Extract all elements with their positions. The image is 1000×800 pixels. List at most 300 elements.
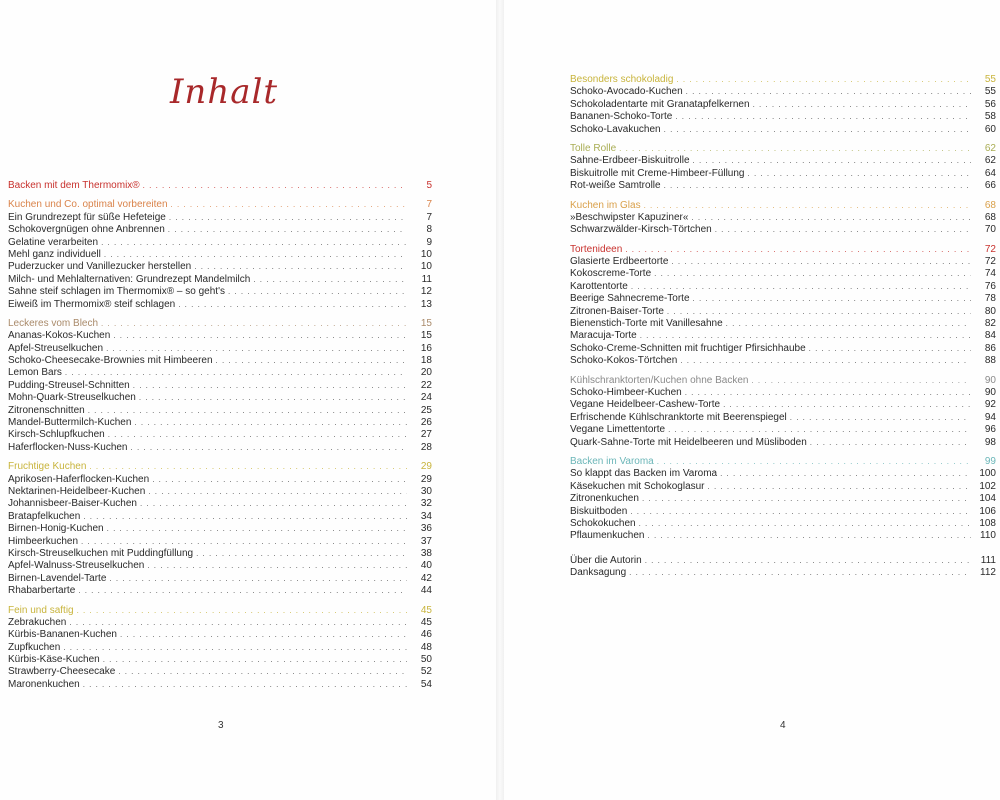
toc-page-number: 45 bbox=[420, 616, 432, 628]
toc-page-number: 86 bbox=[984, 342, 996, 354]
toc-section-heading[interactable] bbox=[8, 605, 432, 617]
toc-page-number: 78 bbox=[984, 293, 996, 305]
toc-dot-leader bbox=[148, 486, 407, 498]
toc-entry-title: Pflaumenkuchen bbox=[570, 530, 645, 542]
toc-dot-leader bbox=[667, 306, 971, 318]
toc-entry[interactable] bbox=[8, 629, 432, 641]
toc-page-number: 46 bbox=[420, 629, 432, 641]
toc-dot-leader bbox=[753, 99, 971, 111]
toc-gap bbox=[8, 454, 432, 461]
toc-entry[interactable] bbox=[8, 573, 432, 585]
toc-dot-leader bbox=[664, 180, 971, 192]
toc-entry[interactable] bbox=[570, 86, 996, 98]
toc-entry[interactable] bbox=[570, 387, 996, 399]
toc-dot-leader bbox=[680, 355, 971, 367]
toc-gap bbox=[570, 237, 996, 244]
toc-page-number: 54 bbox=[420, 678, 432, 690]
toc-entry[interactable] bbox=[570, 437, 996, 449]
toc-dot-leader bbox=[751, 375, 971, 387]
toc-dot-leader bbox=[107, 523, 407, 535]
toc-entry-title: Kürbis-Käse-Kuchen bbox=[8, 654, 100, 666]
toc-dot-leader bbox=[720, 468, 971, 480]
toc-page-number: 96 bbox=[984, 424, 996, 436]
toc-page-number: 55 bbox=[984, 74, 996, 85]
toc-dot-leader bbox=[120, 629, 407, 641]
toc-dot-leader bbox=[629, 567, 971, 579]
toc-dot-leader bbox=[101, 318, 407, 330]
toc-entry[interactable] bbox=[570, 330, 996, 342]
toc-entry[interactable] bbox=[8, 274, 432, 286]
toc-entry-title: So klappt das Backen im Varoma bbox=[570, 468, 718, 480]
toc-dot-leader bbox=[139, 392, 407, 404]
toc-entry-title: Danksagung bbox=[570, 567, 627, 579]
toc-page-number: 50 bbox=[420, 654, 432, 666]
toc-page-number: 40 bbox=[420, 560, 432, 572]
toc-entry-title: Besonders schokoladig bbox=[570, 74, 674, 85]
toc-entry[interactable] bbox=[8, 523, 432, 535]
toc-dot-leader bbox=[131, 442, 408, 454]
toc-entry[interactable] bbox=[8, 536, 432, 548]
toc-dot-leader bbox=[790, 412, 971, 424]
toc-page-number: 32 bbox=[420, 498, 432, 510]
toc-entry[interactable] bbox=[570, 567, 996, 579]
toc-gap bbox=[8, 311, 432, 318]
toc-page-number: 68 bbox=[984, 211, 996, 223]
toc-entry-title: Apfel-Walnuss-Streuselkuchen bbox=[8, 560, 145, 572]
toc-page-number: 104 bbox=[979, 493, 996, 505]
toc-dot-leader bbox=[89, 461, 407, 473]
toc-entry[interactable] bbox=[8, 511, 432, 523]
toc-page-number: 45 bbox=[420, 604, 432, 616]
toc-page-number: 37 bbox=[420, 535, 432, 547]
toc-page-number: 42 bbox=[420, 572, 432, 584]
toc-entry-title: Apfel-Streuselkuchen bbox=[8, 342, 104, 354]
toc-entry[interactable] bbox=[8, 486, 432, 498]
toc-page-number: 108 bbox=[979, 517, 996, 529]
toc-entry-title: Haferflocken-Nuss-Kuchen bbox=[8, 441, 128, 453]
toc-dot-leader bbox=[133, 380, 407, 392]
toc-dot-leader bbox=[65, 367, 407, 379]
toc-gap bbox=[570, 193, 996, 200]
toc-entry[interactable] bbox=[570, 530, 996, 542]
toc-gap bbox=[570, 136, 996, 143]
toc-section-heading[interactable] bbox=[8, 199, 432, 211]
toc-dot-leader bbox=[140, 498, 407, 510]
toc-section-heading[interactable] bbox=[570, 74, 996, 86]
toc-dot-leader bbox=[168, 224, 407, 236]
toc-entry[interactable] bbox=[570, 281, 996, 293]
toc-page-number: 7 bbox=[426, 211, 432, 223]
toc-entry-title: Käsekuchen mit Schokoglasur bbox=[570, 480, 705, 492]
toc-page-number: 82 bbox=[984, 318, 996, 330]
toc-entry-title: Nektarinen-Heidelbeer-Kuchen bbox=[8, 485, 146, 497]
toc-entry-title: Schokovergnügen ohne Anbrennen bbox=[8, 224, 165, 236]
toc-dot-leader bbox=[644, 200, 971, 212]
toc-page-number: 30 bbox=[420, 485, 432, 497]
toc-entry-title: Ananas-Kokos-Kuchen bbox=[8, 330, 111, 342]
toc-entry[interactable] bbox=[570, 293, 996, 305]
toc-dot-leader bbox=[664, 124, 971, 136]
toc-dot-leader bbox=[113, 330, 407, 342]
toc-entry-title: Schoko-Avocado-Kuchen bbox=[570, 86, 683, 98]
toc-page-number: 24 bbox=[420, 392, 432, 404]
toc-page-number: 36 bbox=[420, 523, 432, 535]
toc-entry[interactable] bbox=[8, 548, 432, 560]
toc-entry[interactable] bbox=[8, 261, 432, 273]
toc-dot-leader bbox=[108, 429, 407, 441]
toc-dot-leader bbox=[147, 560, 407, 572]
toc-page-number: 38 bbox=[420, 547, 432, 559]
toc-entry[interactable] bbox=[570, 481, 996, 493]
toc-dot-leader bbox=[686, 86, 971, 98]
toc-dot-leader bbox=[671, 256, 971, 268]
toc-dot-leader bbox=[216, 355, 407, 367]
toc-entry[interactable] bbox=[8, 286, 432, 298]
toc-page-number: 11 bbox=[421, 273, 432, 285]
toc-page-number: 26 bbox=[420, 417, 432, 429]
toc-page-number: 112 bbox=[980, 567, 996, 579]
toc-entry[interactable] bbox=[8, 498, 432, 510]
toc-page-number: 90 bbox=[984, 374, 996, 386]
toc-entry[interactable] bbox=[8, 429, 432, 441]
toc-entry-title: Lemon Bars bbox=[8, 367, 62, 379]
toc-dot-leader bbox=[639, 518, 971, 530]
toc-page-number: 74 bbox=[984, 268, 996, 280]
toc-section-heading[interactable] bbox=[570, 456, 996, 468]
toc-dot-leader bbox=[693, 155, 971, 167]
toc-gap bbox=[570, 368, 996, 375]
toc-entry-title: Birnen-Lavendel-Tarte bbox=[8, 572, 107, 584]
toc-entry-title: Kirsch-Streuselkuchen mit Puddingfüllung bbox=[8, 547, 194, 559]
toc-page-number: 106 bbox=[979, 505, 996, 517]
toc-page-number: 70 bbox=[984, 224, 996, 236]
toc-entry[interactable] bbox=[8, 417, 432, 429]
toc-entry-title: Johannisbeer-Baiser-Kuchen bbox=[8, 498, 137, 510]
toc-entry[interactable] bbox=[8, 343, 432, 355]
toc-entry-title: Maracuja-Torte bbox=[570, 330, 637, 342]
toc-page-number: 80 bbox=[984, 305, 996, 317]
toc-section-heading[interactable] bbox=[8, 180, 432, 192]
toc-entry-title: Mandel-Buttermilch-Kuchen bbox=[8, 417, 132, 429]
toc-entry[interactable] bbox=[8, 224, 432, 236]
toc-page-number: 25 bbox=[420, 404, 432, 416]
toc-dot-leader bbox=[134, 417, 407, 429]
toc-entry-title: Kirsch-Schlupfkuchen bbox=[8, 429, 105, 441]
toc-dot-leader bbox=[809, 343, 971, 355]
toc-entry-title: Vegane Heidelbeer-Cashew-Torte bbox=[570, 399, 721, 411]
toc-entry[interactable] bbox=[8, 355, 432, 367]
toc-entry-title: Zupfkuchen bbox=[8, 641, 61, 653]
toc-entry[interactable] bbox=[570, 268, 996, 280]
toc-spacer bbox=[570, 543, 996, 555]
toc-entry-title: Karottentorte bbox=[570, 280, 628, 292]
toc-entry-title: Zebrakuchen bbox=[8, 616, 67, 628]
toc-page-number: 62 bbox=[984, 142, 996, 154]
left-page bbox=[0, 0, 496, 800]
toc-page-number: 15 bbox=[420, 330, 432, 342]
toc-entry[interactable] bbox=[570, 518, 996, 530]
toc-entry[interactable] bbox=[570, 124, 996, 136]
toc-entry[interactable] bbox=[8, 392, 432, 404]
toc-entry[interactable] bbox=[570, 424, 996, 436]
toc-dot-leader bbox=[169, 212, 407, 224]
toc-entry-title: Bratapfelkuchen bbox=[8, 510, 81, 522]
toc-entry-title: Backen mit dem Thermomix® bbox=[8, 180, 140, 191]
toc-page-number: 102 bbox=[979, 480, 996, 492]
toc-dot-leader bbox=[101, 237, 407, 249]
toc-entry[interactable] bbox=[8, 405, 432, 417]
toc-entry[interactable] bbox=[8, 560, 432, 572]
toc-page-number: 10 bbox=[420, 261, 432, 273]
toc-entry[interactable] bbox=[570, 468, 996, 480]
toc-dot-leader bbox=[693, 293, 971, 305]
toc-entry-title: Leckeres vom Blech bbox=[8, 317, 99, 329]
toc-page-number: 29 bbox=[420, 461, 432, 473]
toc-entry-title: Beerige Sahnecreme-Torte bbox=[570, 293, 690, 305]
toc-dot-leader bbox=[748, 168, 972, 180]
toc-entry-title: Zitronenkuchen bbox=[570, 493, 639, 505]
toc-entry[interactable] bbox=[570, 493, 996, 505]
toc-dot-leader bbox=[691, 212, 971, 224]
toc-dot-leader bbox=[88, 405, 407, 417]
toc-entry-title: Ein Grundrezept für süße Hefeteige bbox=[8, 211, 166, 223]
toc-dot-leader bbox=[723, 399, 971, 411]
toc-page-number: 58 bbox=[984, 111, 996, 123]
page-number-right: 4 bbox=[780, 720, 786, 731]
toc-page-number: 52 bbox=[420, 666, 432, 678]
toc-entry-title: Erfrischende Kühlschranktorte mit Beerenspiegel bbox=[570, 411, 787, 423]
toc-dot-leader bbox=[143, 180, 407, 192]
toc-page-number: 12 bbox=[420, 286, 432, 298]
toc-entry-title: Fein und saftig bbox=[8, 604, 74, 616]
toc-dot-leader bbox=[715, 224, 971, 236]
toc-page-number: 15 bbox=[420, 317, 432, 329]
toc-entry[interactable] bbox=[8, 642, 432, 654]
toc-page-number: 84 bbox=[984, 330, 996, 342]
toc-dot-leader bbox=[668, 424, 971, 436]
book-gutter bbox=[496, 0, 504, 800]
toc-page-number: 5 bbox=[426, 180, 432, 191]
toc-entry-title: Sahne-Erdbeer-Biskuitrolle bbox=[570, 155, 690, 167]
toc-page-number: 28 bbox=[420, 441, 432, 453]
toc-page-number: 60 bbox=[984, 123, 996, 135]
toc-dot-leader bbox=[708, 481, 971, 493]
toc-entry-title: Schoko-Himbeer-Kuchen bbox=[570, 386, 682, 398]
toc-entry[interactable] bbox=[570, 355, 996, 367]
toc-entry[interactable] bbox=[570, 256, 996, 268]
toc-dot-leader bbox=[103, 654, 407, 666]
toc-gap bbox=[570, 449, 996, 456]
toc-page-number: 34 bbox=[420, 510, 432, 522]
toc-section-heading[interactable] bbox=[8, 461, 432, 473]
toc-page-number: 44 bbox=[420, 585, 432, 597]
toc-entry[interactable] bbox=[8, 330, 432, 342]
toc-entry[interactable] bbox=[8, 380, 432, 392]
toc-dot-leader bbox=[657, 456, 971, 468]
toc-page-number: 94 bbox=[984, 411, 996, 423]
toc-entry[interactable] bbox=[8, 654, 432, 666]
toc-entry[interactable] bbox=[8, 299, 432, 311]
toc-section-heading[interactable] bbox=[570, 143, 996, 155]
toc-dot-leader bbox=[631, 281, 971, 293]
toc-entry[interactable] bbox=[8, 442, 432, 454]
toc-page-number: 76 bbox=[984, 280, 996, 292]
toc-entry-title: Milch- und Mehlalternativen: Grundrezept Mandelmilch bbox=[8, 273, 251, 285]
toc-entry-title: Glasierte Erdbeertorte bbox=[570, 256, 669, 268]
toc-entry-title: Kuchen und Co. optimal vorbereiten bbox=[8, 199, 168, 211]
toc-page-number: 9 bbox=[426, 236, 432, 248]
toc-page-number: 90 bbox=[984, 386, 996, 398]
toc-page-number: 64 bbox=[984, 167, 996, 179]
toc-entry-title: Biskuitrolle mit Creme-Himbeer-Füllung bbox=[570, 167, 745, 179]
toc-dot-leader bbox=[654, 268, 971, 280]
toc-page-number: 48 bbox=[420, 641, 432, 653]
toc-page-number: 22 bbox=[420, 379, 432, 391]
toc-entry[interactable] bbox=[8, 237, 432, 249]
toc-entry-title: »Beschwipster Kapuziner« bbox=[570, 211, 689, 223]
toc-dot-leader bbox=[83, 679, 407, 691]
toc-dot-leader bbox=[196, 548, 407, 560]
toc-entry[interactable] bbox=[570, 412, 996, 424]
toc-entry[interactable] bbox=[8, 212, 432, 224]
toc-page-number: 16 bbox=[420, 342, 432, 354]
toc-page-number: 110 bbox=[980, 530, 996, 542]
toc-page-number: 27 bbox=[420, 429, 432, 441]
toc-dot-leader bbox=[63, 642, 407, 654]
toc-entry-title: Fruchtige Kuchen bbox=[8, 461, 87, 473]
toc-page-number: 68 bbox=[984, 199, 996, 211]
toc-entry-title: Himbeerkuchen bbox=[8, 535, 79, 547]
toc-dot-leader bbox=[228, 286, 407, 298]
toc-entry-title: Zitronenschnitten bbox=[8, 404, 85, 416]
toc-entry[interactable] bbox=[570, 180, 996, 192]
toc-entry-title: Bienenstich-Torte mit Vanillesahne bbox=[570, 318, 723, 330]
toc-left-column bbox=[8, 180, 432, 691]
toc-entry[interactable] bbox=[570, 99, 996, 111]
toc-page-number: 88 bbox=[984, 355, 996, 367]
toc-page-number: 99 bbox=[984, 455, 996, 467]
toc-entry-title: Rot-weiße Samtrolle bbox=[570, 180, 661, 192]
toc-entry-title: Schoko-Kokos-Törtchen bbox=[570, 355, 678, 367]
toc-dot-leader bbox=[118, 666, 407, 678]
toc-section-heading[interactable] bbox=[570, 244, 996, 256]
toc-entry-title: Strawberry-Cheesecake bbox=[8, 666, 116, 678]
toc-page-number: 55 bbox=[984, 86, 996, 98]
toc-entry[interactable] bbox=[570, 111, 996, 123]
toc-dot-leader bbox=[109, 573, 407, 585]
toc-entry[interactable] bbox=[8, 474, 432, 486]
toc-entry[interactable] bbox=[8, 585, 432, 597]
toc-entry[interactable] bbox=[570, 555, 996, 567]
toc-page-number: 20 bbox=[420, 367, 432, 379]
toc-page-number: 62 bbox=[984, 155, 996, 167]
toc-entry-title: Biskuitboden bbox=[570, 505, 628, 517]
toc-dot-leader bbox=[810, 437, 971, 449]
toc-dot-leader bbox=[152, 474, 407, 486]
toc-entry-title: Schwarzwälder-Kirsch-Törtchen bbox=[570, 224, 712, 236]
toc-entry[interactable] bbox=[8, 249, 432, 261]
toc-entry[interactable] bbox=[570, 306, 996, 318]
toc-entry-title: Schoko-Lavakuchen bbox=[570, 123, 661, 135]
toc-entry[interactable] bbox=[570, 399, 996, 411]
toc-entry-title: Mehl ganz individuell bbox=[8, 248, 101, 260]
toc-dot-leader bbox=[77, 605, 407, 617]
toc-entry[interactable] bbox=[570, 343, 996, 355]
toc-gap bbox=[8, 598, 432, 605]
toc-entry-title: Tolle Rolle bbox=[570, 142, 617, 154]
toc-entry[interactable] bbox=[8, 679, 432, 691]
toc-page-number: 8 bbox=[426, 224, 432, 236]
toc-entry-title: Über die Autorin bbox=[570, 554, 642, 566]
toc-entry[interactable] bbox=[8, 666, 432, 678]
toc-dot-leader bbox=[619, 143, 971, 155]
toc-page-number: 7 bbox=[426, 199, 432, 211]
toc-entry-title: Eiweiß im Thermomix® steif schlagen bbox=[8, 298, 176, 310]
toc-page-number: 10 bbox=[420, 248, 432, 260]
toc-entry-title: Mohn-Quark-Streuselkuchen bbox=[8, 392, 136, 404]
toc-entry-title: Zitronen-Baiser-Torte bbox=[570, 305, 664, 317]
toc-entry-title: Aprikosen-Haferflocken-Kuchen bbox=[8, 473, 150, 485]
toc-entry-title: Schokokuchen bbox=[570, 517, 636, 529]
toc-dot-leader bbox=[685, 387, 971, 399]
toc-entry-title: Kühlschranktorten/Kuchen ohne Backen bbox=[570, 374, 749, 386]
toc-entry-title: Schoko-Cheesecake-Brownies mit Himbeeren bbox=[8, 355, 213, 367]
toc-dot-leader bbox=[726, 318, 971, 330]
toc-page-number: 18 bbox=[420, 355, 432, 367]
toc-page-number: 66 bbox=[984, 180, 996, 192]
toc-entry[interactable] bbox=[570, 318, 996, 330]
toc-entry-title: Birnen-Honig-Kuchen bbox=[8, 523, 104, 535]
toc-dot-leader bbox=[630, 506, 971, 518]
toc-section-heading[interactable] bbox=[570, 200, 996, 212]
toc-page-number: 56 bbox=[984, 98, 996, 110]
toc-dot-leader bbox=[81, 536, 407, 548]
toc-entry-title: Kokoscreme-Torte bbox=[570, 268, 652, 280]
toc-entry-title: Puderzucker und Vanillezucker herstellen bbox=[8, 261, 192, 273]
page-title: Inhalt bbox=[170, 72, 279, 112]
toc-dot-leader bbox=[676, 74, 971, 86]
toc-page-number: 72 bbox=[984, 243, 996, 255]
page-number-left: 3 bbox=[218, 720, 224, 731]
toc-entry[interactable] bbox=[8, 617, 432, 629]
toc-dot-leader bbox=[642, 493, 971, 505]
toc-entry[interactable] bbox=[570, 506, 996, 518]
toc-page-number: 72 bbox=[984, 256, 996, 268]
toc-section-heading[interactable] bbox=[8, 318, 432, 330]
toc-entry-title: Tortenideen bbox=[570, 243, 623, 255]
toc-dot-leader bbox=[104, 249, 407, 261]
toc-entry-title: Pudding-Streusel-Schnitten bbox=[8, 379, 130, 391]
toc-entry[interactable] bbox=[570, 224, 996, 236]
toc-dot-leader bbox=[675, 111, 971, 123]
toc-entry-title: Kuchen im Glas bbox=[570, 199, 641, 211]
toc-entry[interactable] bbox=[570, 155, 996, 167]
toc-section-heading[interactable] bbox=[570, 375, 996, 387]
toc-entry[interactable] bbox=[570, 168, 996, 180]
toc-right-column bbox=[570, 74, 996, 579]
toc-dot-leader bbox=[69, 617, 407, 629]
toc-entry-title: Kürbis-Bananen-Kuchen bbox=[8, 629, 117, 641]
toc-entry-title: Sahne steif schlagen im Thermomix® – so geht's bbox=[8, 286, 225, 298]
toc-entry-title: Quark-Sahne-Torte mit Heidelbeeren und Müsliboden bbox=[570, 436, 807, 448]
toc-page-number: 92 bbox=[984, 399, 996, 411]
toc-dot-leader bbox=[648, 530, 972, 542]
toc-entry[interactable] bbox=[8, 367, 432, 379]
toc-dot-leader bbox=[171, 199, 407, 211]
toc-entry-title: Schoko-Creme-Schnitten mit fruchtiger Pfirsichhaube bbox=[570, 342, 806, 354]
toc-entry-title: Vegane Limettentorte bbox=[570, 424, 666, 436]
toc-entry[interactable] bbox=[570, 212, 996, 224]
